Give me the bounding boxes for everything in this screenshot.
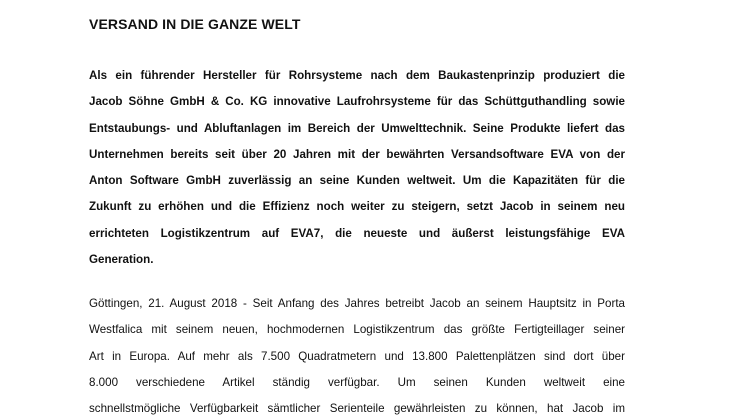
- body-paragraph: [89, 294, 625, 419]
- lead-line: Generation.: [89, 253, 154, 267]
- lead-line: Jacob Söhne GmbH & Co. KG innovative Laufrohrsysteme für das Schüttguthandling sowie: [89, 95, 625, 109]
- document-title: VERSAND IN DIE GANZE WELT: [89, 16, 301, 32]
- lead-line: Als ein führender Hersteller für Rohrsysteme nach dem Baukastenprinzip produziert die: [89, 69, 625, 82]
- lead-paragraph: [89, 66, 625, 276]
- lead-line: Zukunft zu erhöhen und die Effizienz noch weiter zu steigern, setzt Jacob in seinem neu: [89, 200, 625, 214]
- lead-line: Anton Software GmbH zuverlässig an seine Kunden weltweit. Um die Kapazitäten für die: [89, 174, 625, 188]
- body-line: Art in Europa. Auf mehr als 7.500 Quadratmetern und 13.800 Palettenplätzen sind dort über: [89, 349, 625, 363]
- body-line: Göttingen, 21. August 2018 - Seit Anfang des Jahres betreibt Jacob an seinem Hauptsitz in Porta: [89, 297, 625, 310]
- body-line: schnellstmögliche Verfügbarkeit sämtlicher Serienteile gewährleisten zu können, hat Jacob im: [89, 402, 625, 416]
- body-line: 8.000 verschiedene Artikel ständig verfügbar. Um seinen Kunden weltweit eine: [89, 375, 625, 389]
- body-line: Westfalica mit seinem neuen, hochmodernen Logistikzentrum das größte Fertigteillager seiner: [89, 323, 625, 337]
- lead-line: Entstaubungs- und Abluftanlagen im Bereich der Umwelttechnik. Seine Produkte liefert das: [89, 121, 625, 135]
- lead-line: errichteten Logistikzentrum auf EVA7, die neueste und äußerst leistungsfähige EVA: [89, 226, 625, 240]
- lead-line: Unternehmen bereits seit über 20 Jahren mit der bewährten Versandsoftware EVA von der: [89, 147, 625, 161]
